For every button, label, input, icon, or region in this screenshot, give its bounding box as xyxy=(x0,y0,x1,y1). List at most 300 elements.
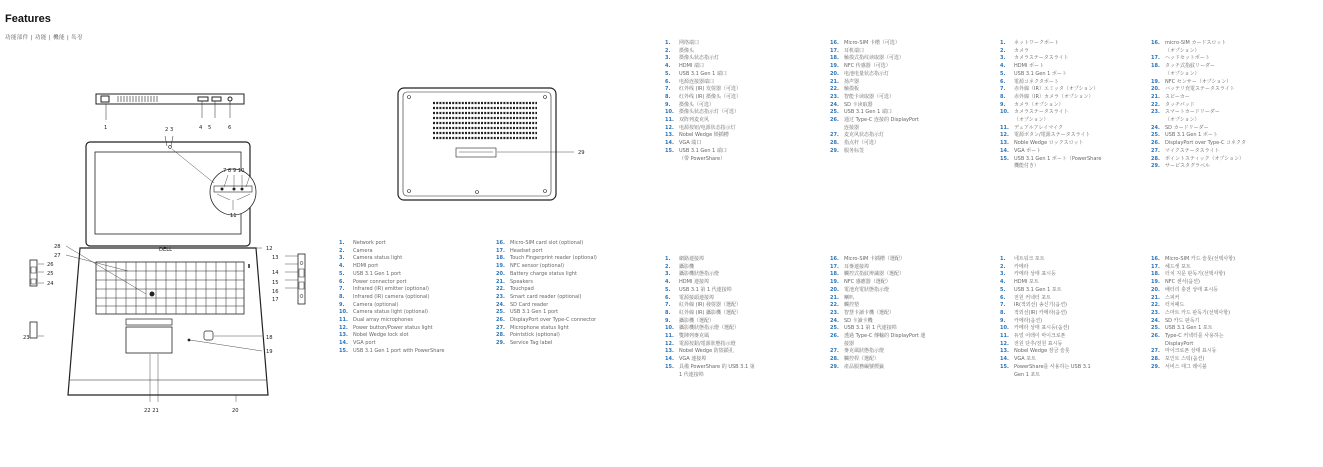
item-label: 紅外線 (IR) 攝影機（選配） xyxy=(679,309,742,316)
item-label: 服务标签 xyxy=(844,147,865,154)
callout-17: 17 xyxy=(272,297,279,303)
item-number: 4. xyxy=(1000,63,1006,70)
list-item xyxy=(1000,256,1091,264)
dell-logo: DELL xyxy=(159,247,173,253)
item-label: カメラ xyxy=(1014,47,1030,54)
item-label: 네트워크 포트 xyxy=(1014,256,1045,262)
item-label: Camera xyxy=(353,247,373,254)
item-number: 25. xyxy=(830,325,839,332)
item-number: 3. xyxy=(665,55,671,62)
item-label: Service Tag label xyxy=(510,340,553,347)
item-number: 4. xyxy=(339,263,345,270)
item-number: 26. xyxy=(830,333,839,340)
item-label: PowerShare를 사용하는 USB 3.1 Gen 1 포트 xyxy=(1014,363,1091,378)
item-label: スピーカー xyxy=(1165,93,1190,100)
item-number: 25. xyxy=(496,309,505,316)
item-label: 電源按鈕/電源狀態指示燈 xyxy=(679,340,736,347)
item-number: 6. xyxy=(1000,294,1006,301)
list-item xyxy=(830,310,925,318)
item-number: 13. xyxy=(665,132,674,139)
list-item xyxy=(1000,310,1091,318)
list-item xyxy=(339,332,444,340)
list-item xyxy=(1000,356,1091,364)
list-item xyxy=(665,55,741,63)
item-label: カメラ（オプション） xyxy=(1014,101,1064,108)
list-item xyxy=(830,63,919,71)
callout-29: 29 xyxy=(578,150,585,156)
item-label: 摄像头 xyxy=(679,47,695,54)
list-item xyxy=(665,140,741,148)
list-item xyxy=(1151,256,1235,264)
item-number: 29. xyxy=(1151,363,1160,370)
list-item xyxy=(339,325,444,333)
item-label: 麥克風狀態指示燈 xyxy=(844,348,885,355)
item-label: Infrared (IR) camera (optional) xyxy=(353,293,430,300)
laptop-display xyxy=(86,136,256,246)
list-item xyxy=(339,248,444,256)
item-label: 觸控墊 xyxy=(844,302,860,309)
item-label: Nobel Wedge 防盜鎖孔 xyxy=(679,348,734,355)
item-label: Camera status light (optional) xyxy=(353,309,428,316)
list-item xyxy=(339,279,444,287)
item-number: 15. xyxy=(1000,155,1009,162)
list-item xyxy=(1000,271,1091,279)
item-label: Power connector port xyxy=(353,278,407,285)
item-number: 23. xyxy=(496,293,505,300)
item-label: 카메라(옵션) xyxy=(1014,317,1043,324)
list-english-a xyxy=(339,240,444,356)
item-label: ヘッドセットポート xyxy=(1165,55,1210,62)
item-label: 扬声器 xyxy=(844,78,860,85)
list-item xyxy=(1000,94,1101,102)
callout-4: 4 xyxy=(199,125,203,131)
item-number: 1. xyxy=(1000,256,1006,262)
item-label: Smart card reader (optional) xyxy=(510,293,582,300)
item-number: 6. xyxy=(665,78,671,85)
item-label: カメラステータスライト （オプション） xyxy=(1014,109,1069,124)
item-number: 22. xyxy=(830,86,839,93)
item-label: Camera status light xyxy=(353,255,403,262)
list-item xyxy=(1000,86,1101,94)
item-label: Nobel Wedge 잠금 슬롯 xyxy=(1014,348,1070,355)
item-number: 29. xyxy=(830,147,839,154)
item-label: 觸控式指紋辨識器（選配） xyxy=(844,271,905,278)
item-label: カメラステータスライト xyxy=(1014,55,1069,62)
list-item xyxy=(1000,279,1091,287)
callout-27: 27 xyxy=(54,253,61,259)
list-item xyxy=(830,325,925,333)
list-item xyxy=(665,325,755,333)
item-number: 17. xyxy=(830,263,839,270)
item-number: 19. xyxy=(830,63,839,70)
list-item xyxy=(496,332,597,340)
item-number: 16. xyxy=(1151,256,1160,262)
item-number: 1. xyxy=(1000,40,1006,46)
item-label: 產品服務編號標籤 xyxy=(844,363,885,370)
item-label: USB 3.1 Gen 1 port xyxy=(353,270,402,277)
item-number: 14. xyxy=(665,356,674,363)
item-label: USB 3.1 第 1 代連接埠 xyxy=(679,286,732,293)
item-label: NFC 센서(옵션) xyxy=(1165,279,1200,286)
list-item xyxy=(1151,94,1246,102)
list-item xyxy=(830,109,919,117)
list-item xyxy=(339,286,444,294)
item-number: 1. xyxy=(339,240,345,246)
item-label: NFC センサー（オプション） xyxy=(1165,78,1232,85)
list-item xyxy=(1151,356,1235,364)
item-label: Dual array microphones xyxy=(353,317,414,324)
list-item xyxy=(496,255,597,263)
item-number: 7. xyxy=(1000,302,1006,309)
item-number: 9. xyxy=(1000,317,1006,324)
item-label: 포인트 스틱(옵션) xyxy=(1165,356,1205,363)
item-label: USB 3.1 Gen 1 port xyxy=(510,309,559,316)
list-item xyxy=(339,317,444,325)
list-item xyxy=(830,364,925,372)
item-number: 6. xyxy=(665,294,671,301)
item-number: 14. xyxy=(665,140,674,147)
list-item xyxy=(339,348,444,356)
item-number: 24. xyxy=(1151,124,1160,131)
list-item xyxy=(830,279,925,287)
list-item xyxy=(665,117,741,125)
item-label: 电源连接器端口 xyxy=(679,78,715,85)
list-item xyxy=(496,279,597,287)
callout-23: 23 xyxy=(23,335,30,341)
list-item xyxy=(496,263,597,271)
item-label: Nobel Wedge 锁插槽 xyxy=(679,132,729,139)
item-label: タッチ式指紋リーダー （オプション） xyxy=(1165,63,1216,77)
item-number: 8. xyxy=(1000,93,1006,100)
item-number: 15. xyxy=(665,363,674,370)
item-number: 10. xyxy=(665,109,674,116)
item-number: 22. xyxy=(1151,101,1160,108)
item-number: 23. xyxy=(830,93,839,100)
laptop-base xyxy=(30,246,305,402)
item-label: 触摸式指纹读取器（可选） xyxy=(844,55,905,62)
item-number: 8. xyxy=(1000,309,1006,316)
item-number: 24. xyxy=(1151,317,1160,324)
item-number: 4. xyxy=(665,279,671,286)
item-number: 2. xyxy=(1000,263,1006,270)
list-item xyxy=(665,71,741,79)
item-number: 1. xyxy=(665,256,671,262)
item-label: Power button/Power status light xyxy=(353,324,433,331)
item-number: 5. xyxy=(1000,70,1006,77)
item-number: 26. xyxy=(1151,140,1160,147)
item-number: 12. xyxy=(1000,340,1009,347)
item-number: 11. xyxy=(1000,333,1009,340)
item-label: Headset port xyxy=(510,247,543,254)
item-number: 18. xyxy=(1151,271,1160,278)
item-number: 18. xyxy=(830,271,839,278)
item-label: 雙陣列麥克風 xyxy=(679,333,710,340)
list-item xyxy=(830,117,919,132)
list-item xyxy=(1151,55,1246,63)
item-label: 摄像头状态指示灯（可选） xyxy=(679,109,740,116)
list-item xyxy=(1151,109,1246,124)
item-label: NFC 传感器（可选） xyxy=(844,63,891,70)
list-traditional-chinese-a xyxy=(665,256,755,379)
list-item xyxy=(496,340,597,348)
item-label: 카메라 상태 표시등 xyxy=(1014,271,1056,278)
callout-25: 25 xyxy=(47,271,54,277)
item-label: Micro-SIM 卡槽（可选） xyxy=(844,40,900,46)
list-item xyxy=(1000,302,1091,310)
item-label: 서비스 태그 레이블 xyxy=(1165,363,1207,370)
item-number: 23. xyxy=(1151,309,1160,316)
list-item xyxy=(496,240,597,248)
callout-12: 12 xyxy=(266,246,273,252)
callout-14: 14 xyxy=(272,270,279,276)
list-item xyxy=(665,148,741,163)
item-number: 10. xyxy=(1000,325,1009,332)
item-number: 26. xyxy=(830,117,839,124)
list-item xyxy=(830,86,919,94)
item-number: 24. xyxy=(830,101,839,108)
item-number: 5. xyxy=(1000,286,1006,293)
item-label: マイクステータスライト xyxy=(1165,147,1220,154)
item-number: 6. xyxy=(339,278,345,285)
item-number: 23. xyxy=(1151,109,1160,116)
list-japanese-b xyxy=(1151,40,1246,171)
item-number: 28. xyxy=(1151,356,1160,363)
list-item xyxy=(1000,333,1091,341)
item-number: 7. xyxy=(1000,86,1006,93)
item-number: 5. xyxy=(665,70,671,77)
item-label: 카메라 상태 표시등(옵션) xyxy=(1014,325,1070,332)
list-item xyxy=(665,356,755,364)
item-label: Micro-SIM 卡插槽（選配） xyxy=(844,256,905,262)
item-label: 赤外線（IR）エミッタ（オプション） xyxy=(1014,86,1099,93)
item-label: 指点杆（可选） xyxy=(844,140,880,147)
item-number: 26. xyxy=(1151,333,1160,340)
list-item xyxy=(1151,364,1235,372)
page-subtitle: 功能部件 | 功能 | 機能 | 특징 xyxy=(5,35,83,41)
list-item xyxy=(665,348,755,356)
list-item xyxy=(1000,348,1091,356)
list-item xyxy=(339,271,444,279)
list-item xyxy=(1151,132,1246,140)
item-number: 9. xyxy=(665,317,671,324)
callout-19: 19 xyxy=(266,349,273,355)
item-number: 10. xyxy=(339,309,348,316)
item-number: 14. xyxy=(339,340,348,347)
callout-11: 11 xyxy=(230,213,237,219)
item-label: 전원 커넥터 포트 xyxy=(1014,294,1051,301)
item-number: 25. xyxy=(1151,325,1160,332)
item-label: 電源接頭連接埠 xyxy=(679,294,715,301)
item-number: 22. xyxy=(1151,302,1160,309)
list-item xyxy=(665,94,741,102)
item-number: 3. xyxy=(339,255,345,262)
list-item xyxy=(665,256,755,264)
item-number: 14. xyxy=(1000,147,1009,154)
item-label: micro-SIM カードスロット （オプション） xyxy=(1165,40,1227,54)
item-number: 1. xyxy=(665,40,671,46)
item-label: 智能卡读取器（可选） xyxy=(844,93,895,100)
callout-16: 16 xyxy=(272,289,279,295)
item-number: 8. xyxy=(665,309,671,316)
callout-13: 13 xyxy=(272,255,279,261)
item-number: 17. xyxy=(1151,55,1160,62)
item-number: 6. xyxy=(1000,78,1006,85)
list-item xyxy=(1000,132,1101,140)
item-label: 電源コネクタポート xyxy=(1014,78,1059,85)
item-label: 듀얼 어레이 마이크로폰 xyxy=(1014,333,1066,340)
list-item xyxy=(339,255,444,263)
item-number: 19. xyxy=(1151,279,1160,286)
list-traditional-chinese-b xyxy=(830,256,925,372)
item-number: 21. xyxy=(830,78,839,85)
item-number: 2. xyxy=(339,247,345,254)
list-item xyxy=(665,310,755,318)
list-english-b xyxy=(496,240,597,348)
list-item xyxy=(830,40,919,48)
item-number: 24. xyxy=(496,301,505,308)
item-label: Microphone status light xyxy=(510,324,569,331)
item-number: 27. xyxy=(496,324,505,331)
list-item xyxy=(830,302,925,310)
item-number: 12. xyxy=(665,124,674,131)
item-number: 9. xyxy=(339,301,345,308)
list-item xyxy=(665,302,755,310)
item-number: 27. xyxy=(1151,147,1160,154)
item-number: 3. xyxy=(1000,55,1006,62)
item-label: Infrared (IR) emitter (optional) xyxy=(353,286,429,293)
item-label: USB 3.1 Gen 1 ポート xyxy=(1165,132,1218,139)
item-number: 3. xyxy=(1000,271,1006,278)
item-label: Nobel Wedge lock slot xyxy=(353,332,409,339)
item-label: ポイントスティック（オプション） xyxy=(1165,155,1245,162)
list-item xyxy=(830,348,925,356)
item-number: 10. xyxy=(1000,109,1009,116)
list-item xyxy=(1000,364,1091,379)
item-number: 28. xyxy=(830,356,839,363)
list-item xyxy=(665,333,755,341)
item-number: 20. xyxy=(830,286,839,293)
item-label: 網路連接埠 xyxy=(679,256,705,262)
item-number: 7. xyxy=(665,86,671,93)
laptop-side-view xyxy=(96,94,244,120)
item-label: 攝影機（選配） xyxy=(679,317,715,324)
item-label: バッテリ充電ステータスライト xyxy=(1165,86,1235,93)
item-number: 20. xyxy=(496,270,505,277)
item-number: 12. xyxy=(1000,132,1009,139)
item-label: SD 卡讀卡機 xyxy=(844,317,873,324)
list-item xyxy=(1000,156,1101,171)
item-label: Type-C 커넥터를 사용하는 DisplayPort xyxy=(1165,333,1224,347)
item-label: 耳麥連接埠 xyxy=(844,263,870,270)
item-number: 17. xyxy=(1151,263,1160,270)
list-item xyxy=(496,302,597,310)
item-number: 17. xyxy=(496,247,505,254)
callout-6: 6 xyxy=(228,125,232,131)
list-item xyxy=(1000,55,1101,63)
item-number: 28. xyxy=(830,140,839,147)
item-label: ネットワークポート xyxy=(1014,40,1060,46)
item-label: 적외선(IR) 카메라(옵션) xyxy=(1014,309,1067,316)
item-label: VGA 포트 xyxy=(1014,356,1036,363)
list-item xyxy=(1151,140,1246,148)
callout-24: 24 xyxy=(47,281,54,287)
item-number: 15. xyxy=(339,347,348,354)
item-number: 5. xyxy=(665,286,671,293)
list-item xyxy=(830,271,925,279)
item-number: 19. xyxy=(1151,78,1160,85)
item-number: 13. xyxy=(1000,348,1009,355)
list-item xyxy=(339,302,444,310)
item-label: 麦克风状态指示灯 xyxy=(844,132,885,139)
list-item xyxy=(665,279,755,287)
list-item xyxy=(1000,325,1091,333)
item-number: 2. xyxy=(665,263,671,270)
item-label: 紅外線 (IR) 發射器（選配） xyxy=(679,302,742,309)
list-item xyxy=(1151,125,1246,133)
list-item xyxy=(496,271,597,279)
item-number: 14. xyxy=(1000,356,1009,363)
item-number: 4. xyxy=(665,63,671,70)
list-item xyxy=(665,271,755,279)
list-item xyxy=(496,317,597,325)
item-number: 9. xyxy=(1000,101,1006,108)
list-item xyxy=(1000,40,1101,48)
item-label: VGA 連接埠 xyxy=(679,356,707,363)
item-number: 16. xyxy=(830,40,839,46)
list-item xyxy=(830,71,919,79)
item-label: NFC sensor (optional) xyxy=(510,263,565,270)
list-simplified-chinese-b xyxy=(830,40,919,156)
list-korean-b xyxy=(1151,256,1235,372)
list-item xyxy=(1151,310,1235,318)
item-label: Network port xyxy=(353,240,386,246)
item-label: VGA port xyxy=(353,340,376,347)
item-label: 红外线 (IR) 摄像头（可选） xyxy=(679,93,742,100)
item-label: HDMI 端口 xyxy=(679,63,704,70)
item-number: 21. xyxy=(496,278,505,285)
item-label: Pointstick (optional) xyxy=(510,332,560,339)
list-item xyxy=(665,364,755,379)
page-title: Features xyxy=(5,13,51,25)
item-label: Camera (optional) xyxy=(353,301,399,308)
list-item xyxy=(1151,287,1235,295)
item-number: 29. xyxy=(1151,163,1160,170)
list-item xyxy=(496,248,597,256)
item-label: 터치패드 xyxy=(1165,302,1185,309)
list-item xyxy=(339,263,444,271)
item-label: USB 3.1 第 1 代連接埠 xyxy=(844,325,897,332)
item-label: SD カードリーダー xyxy=(1165,124,1209,131)
list-korean-a xyxy=(1000,256,1091,379)
item-label: Touch Fingerprint reader (optional) xyxy=(510,255,597,262)
callout-20: 20 xyxy=(232,408,239,414)
item-label: 具備 PowerShare 的 USB 3.1 第 1 代連接埠 xyxy=(679,363,755,378)
callout-18: 18 xyxy=(266,335,273,341)
list-item xyxy=(1151,163,1246,171)
item-label: サービスタグラベル xyxy=(1165,163,1211,170)
item-number: 23. xyxy=(830,309,839,316)
callout-7-10: 7 8 9 10 xyxy=(223,168,245,174)
callout-26: 26 xyxy=(47,262,54,268)
item-label: USB 3.1 Gen 1 端口 （带 PowerShare） xyxy=(679,147,727,162)
item-number: 11. xyxy=(665,333,674,340)
item-label: Noble Wedge ロックスロット xyxy=(1014,140,1084,147)
item-label: タッチパッド xyxy=(1165,101,1195,108)
item-label: 스마트 카드 판독기(선택사항) xyxy=(1165,309,1231,316)
list-item xyxy=(1151,148,1246,156)
item-label: 觸控桿（選配） xyxy=(844,356,880,363)
item-label: HDMI port xyxy=(353,263,379,270)
